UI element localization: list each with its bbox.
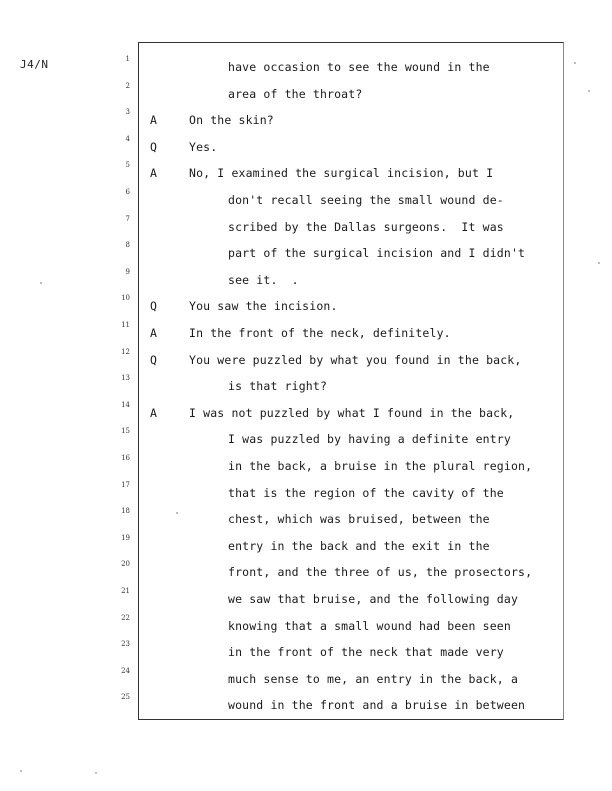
line-text: I was not puzzled by what I found in the back, bbox=[189, 405, 515, 420]
transcript-line bbox=[0, 294, 612, 314]
line-text: chest, which was bruised, between the bbox=[228, 512, 490, 527]
scan-speck bbox=[40, 282, 42, 284]
line-number: 2 bbox=[125, 81, 130, 90]
line-text: In the front of the neck, definitely. bbox=[189, 326, 451, 340]
transcript-line bbox=[0, 188, 612, 208]
line-text: area of the throat? bbox=[228, 86, 363, 101]
transcript-line bbox=[0, 454, 612, 474]
scan-speck bbox=[588, 90, 590, 92]
line-text: we saw that bruise, and the following day bbox=[228, 592, 519, 606]
speaker-label: A bbox=[150, 113, 157, 128]
line-text: scribed by the Dallas surgeons. It was bbox=[228, 219, 504, 234]
transcript-line bbox=[0, 667, 612, 687]
line-number: 8 bbox=[125, 241, 130, 250]
line-number: 25 bbox=[121, 693, 130, 702]
line-number: 15 bbox=[121, 427, 130, 436]
line-number: 12 bbox=[121, 347, 130, 356]
transcript-line bbox=[0, 161, 612, 181]
line-number: 7 bbox=[125, 214, 130, 223]
line-number: 13 bbox=[121, 374, 130, 383]
page-id-label: J4/N bbox=[20, 58, 49, 71]
line-number: 20 bbox=[121, 560, 130, 569]
transcript-line bbox=[0, 268, 612, 288]
transcript-line bbox=[0, 321, 612, 341]
transcript-line bbox=[0, 241, 612, 261]
scan-speck bbox=[176, 512, 178, 514]
line-number: 16 bbox=[121, 454, 130, 462]
line-number: 23 bbox=[121, 640, 130, 649]
line-number: 24 bbox=[121, 666, 130, 675]
line-number: 10 bbox=[121, 294, 130, 303]
line-number: 5 bbox=[125, 161, 130, 170]
transcript-line bbox=[0, 55, 612, 75]
transcript-line bbox=[0, 108, 612, 128]
line-text: that is the region of the cavity of the bbox=[228, 485, 504, 500]
transcript-line bbox=[0, 587, 612, 607]
line-text: in the back, a bruise in the plural region, bbox=[228, 459, 533, 473]
transcript-line bbox=[0, 481, 612, 501]
line-text: have occasion to see the wound in the bbox=[228, 60, 490, 74]
transcript-line bbox=[0, 507, 612, 527]
line-text: in the front of the neck that made very bbox=[228, 645, 504, 660]
speaker-label: Q bbox=[150, 139, 157, 154]
line-text: You were puzzled by what you found in the back, bbox=[189, 352, 522, 367]
line-text: much sense to me, an entry in the back, a bbox=[228, 671, 519, 686]
line-text: No, I examined the surgical incision, but I bbox=[189, 166, 494, 181]
line-number: 4 bbox=[125, 134, 130, 143]
transcript-line bbox=[0, 560, 612, 580]
line-number: 14 bbox=[121, 400, 130, 409]
speaker-label: A bbox=[150, 166, 157, 181]
line-number: 11 bbox=[121, 321, 130, 329]
speaker-label: A bbox=[150, 405, 157, 420]
transcript-line bbox=[0, 427, 612, 447]
scan-speck bbox=[95, 772, 97, 774]
line-number: 21 bbox=[121, 587, 130, 595]
line-text: see it. . bbox=[228, 272, 299, 287]
line-number: 9 bbox=[125, 267, 130, 276]
line-text: Yes. bbox=[189, 139, 218, 154]
line-text: part of the surgical incision and I didn't bbox=[228, 246, 526, 261]
scan-speck bbox=[20, 770, 22, 772]
transcript-line bbox=[0, 82, 612, 102]
line-number: 18 bbox=[121, 507, 130, 516]
transcript-line bbox=[0, 135, 612, 155]
line-number: 17 bbox=[121, 480, 130, 489]
line-number: 22 bbox=[121, 613, 130, 622]
scan-speck bbox=[574, 62, 576, 64]
scan-speck bbox=[598, 262, 600, 264]
speaker-label: A bbox=[150, 326, 157, 340]
line-text: knowing that a small wound had been seen bbox=[228, 618, 511, 633]
line-number: 1 bbox=[125, 55, 130, 63]
line-number: 6 bbox=[125, 188, 130, 196]
line-text: is that right? bbox=[228, 379, 328, 394]
transcript-line bbox=[0, 401, 612, 421]
transcript-line bbox=[0, 215, 612, 235]
transcript-line bbox=[0, 693, 612, 713]
line-number: 3 bbox=[125, 108, 130, 117]
speaker-label: Q bbox=[150, 352, 157, 367]
transcript-line bbox=[0, 374, 612, 394]
line-text: I was puzzled by having a definite entry bbox=[228, 432, 511, 447]
line-text: don't recall seeing the small wound de- bbox=[228, 193, 504, 207]
transcript-line bbox=[0, 348, 612, 368]
line-text: front, and the three of us, the prosectors, bbox=[228, 565, 533, 580]
line-text: On the skin? bbox=[189, 113, 274, 128]
transcript-line bbox=[0, 534, 612, 554]
speaker-label: Q bbox=[150, 299, 157, 314]
transcript-line bbox=[0, 640, 612, 660]
line-text: You saw the incision. bbox=[189, 299, 338, 314]
line-number: 19 bbox=[121, 533, 130, 542]
transcript-line bbox=[0, 614, 612, 634]
line-text: wound in the front and a bruise in between bbox=[228, 698, 526, 713]
line-text: entry in the back and the exit in the bbox=[228, 538, 490, 553]
